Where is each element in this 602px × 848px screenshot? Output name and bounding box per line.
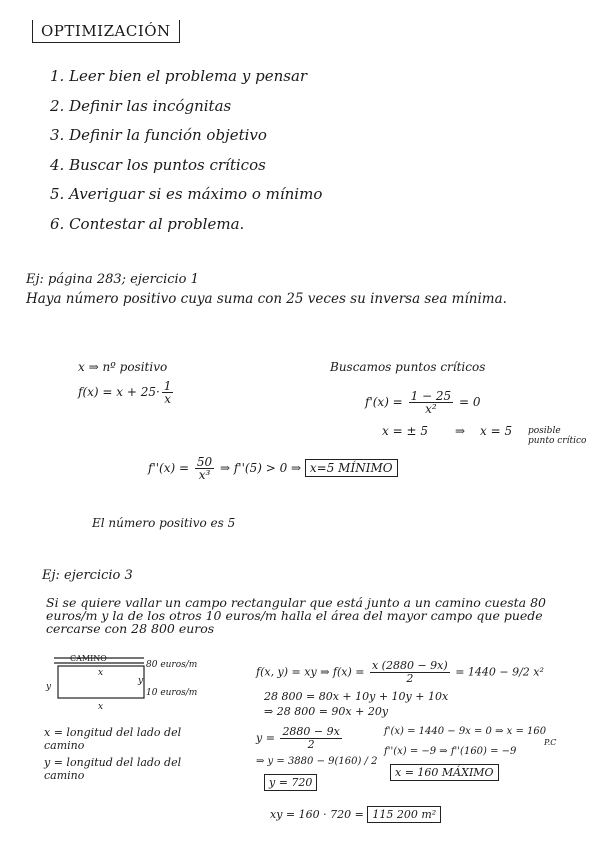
y-right-label: y: [138, 676, 144, 686]
fprime-den: x²: [425, 402, 437, 416]
possible-critical-label: [528, 426, 586, 446]
step-item: 3. Definir la función objetivo: [50, 126, 267, 144]
fprime-rhs: = 0: [459, 395, 481, 409]
fsecond-lhs: f''(x) =: [148, 461, 190, 475]
function-lhs: f(x) = x + 25·: [78, 385, 160, 399]
eq1: [256, 660, 544, 685]
x-pm: x = ± 5: [382, 424, 428, 438]
critical-point-tag: P.C: [544, 738, 557, 747]
eq2: 28 800 = 80x + 10y + 10y + 10x: [264, 690, 449, 703]
step-item: 1. Leer bien el problema y pensar: [50, 67, 308, 85]
side-cost-label: 10 euros/m: [146, 688, 198, 698]
example1-header: Ej: página 283; ejercicio 1: [26, 272, 199, 287]
x-five: x = 5: [480, 424, 513, 438]
implies-arrow: ⇒: [455, 424, 466, 438]
eq1-num: x (2880 − 9x): [371, 659, 448, 672]
step-item: 4. Buscar los puntos críticos: [50, 155, 266, 174]
first-derivative: f'(x) = 1440 − 9x = 0 ⇒ x = 160: [384, 726, 547, 737]
legend-x: x = longitud del lado del camino: [44, 726, 182, 752]
eq1-den: 2: [406, 672, 414, 685]
x-top-label: x: [98, 668, 104, 678]
fprime: [365, 390, 481, 415]
eq3: ⇒ 28 800 = 90x + 20y: [264, 705, 389, 718]
result-minimum-box: x=5 MÍNIMO: [305, 459, 398, 477]
area-calc: [270, 808, 441, 821]
y-result-box: [264, 776, 317, 789]
fsecond-eval: ⇒ f''(5) > 0 ⇒: [219, 461, 302, 475]
y-expr-lhs: y =: [256, 731, 275, 745]
fprime-lhs: f'(x) =: [365, 395, 403, 409]
def-x: x ⇒ nº positivo: [78, 360, 168, 374]
step-item: 6. Contestar al problema.: [50, 214, 245, 233]
function-def: [78, 380, 175, 405]
eq1-lhs: f(x, y) = xy ⇒ f(x) =: [256, 665, 365, 679]
critical-point-label: punto crítico: [528, 436, 587, 446]
step-item: 2. Definir las incógnitas: [50, 96, 232, 115]
possible-label: posible: [528, 426, 561, 436]
fsecond-den: x³: [198, 468, 211, 482]
y-result: y = 720: [264, 774, 317, 791]
x-bottom-label: x: [98, 702, 104, 712]
y-substitution: ⇒ y = 3880 − 9(160) / 2: [256, 756, 378, 767]
area-lhs: xy = 160 · 720 =: [270, 808, 364, 821]
steps-list: [50, 62, 322, 239]
fsecond-num: 50: [196, 455, 213, 469]
eq1-rhs: = 1440 − 9/2 x²: [455, 665, 544, 679]
y-expression: [256, 726, 344, 751]
example2-statement: Si se quiere vallar un campo rectangular que está junto a un camino cuesta 80 euros/m y la de los otros 10 euros/m halla el área del mayor campo que puede cercarse con 28 800 euros: [46, 595, 547, 636]
y-expr-den: 2: [307, 738, 315, 751]
page-title: OPTIMIZACIÓN: [32, 20, 180, 43]
example1-statement: Haya número positivo cuya suma con 25 veces su inversa sea mínima.: [26, 291, 507, 307]
x-result-box: [390, 766, 499, 779]
step-item: 5. Averiguar si es máximo o mínimo: [50, 185, 323, 203]
y-expr-num: 2880 − 9x: [282, 725, 340, 738]
y-left-label: y: [46, 682, 52, 692]
critical-title: Buscamos puntos críticos: [330, 360, 486, 374]
legend-y: y = longitud del lado del camino: [44, 756, 182, 782]
top-cost-label: 80 euros/m: [146, 660, 198, 670]
area-result: 115 200 m²: [367, 806, 441, 823]
second-derivative: f''(x) = −9 ⇒ f''(160) = −9: [384, 746, 517, 757]
road-label: CAMINO: [70, 654, 107, 663]
fprime-num: 1 − 25: [410, 389, 452, 403]
fsecond: [148, 456, 398, 481]
function-den: x: [164, 392, 171, 406]
example2-header: Ej: ejercicio 3: [42, 568, 133, 583]
example1-conclusion: El número positivo es 5: [92, 516, 236, 530]
x-result: x = 160 MÁXIMO: [390, 764, 499, 781]
function-num: 1: [163, 379, 172, 393]
